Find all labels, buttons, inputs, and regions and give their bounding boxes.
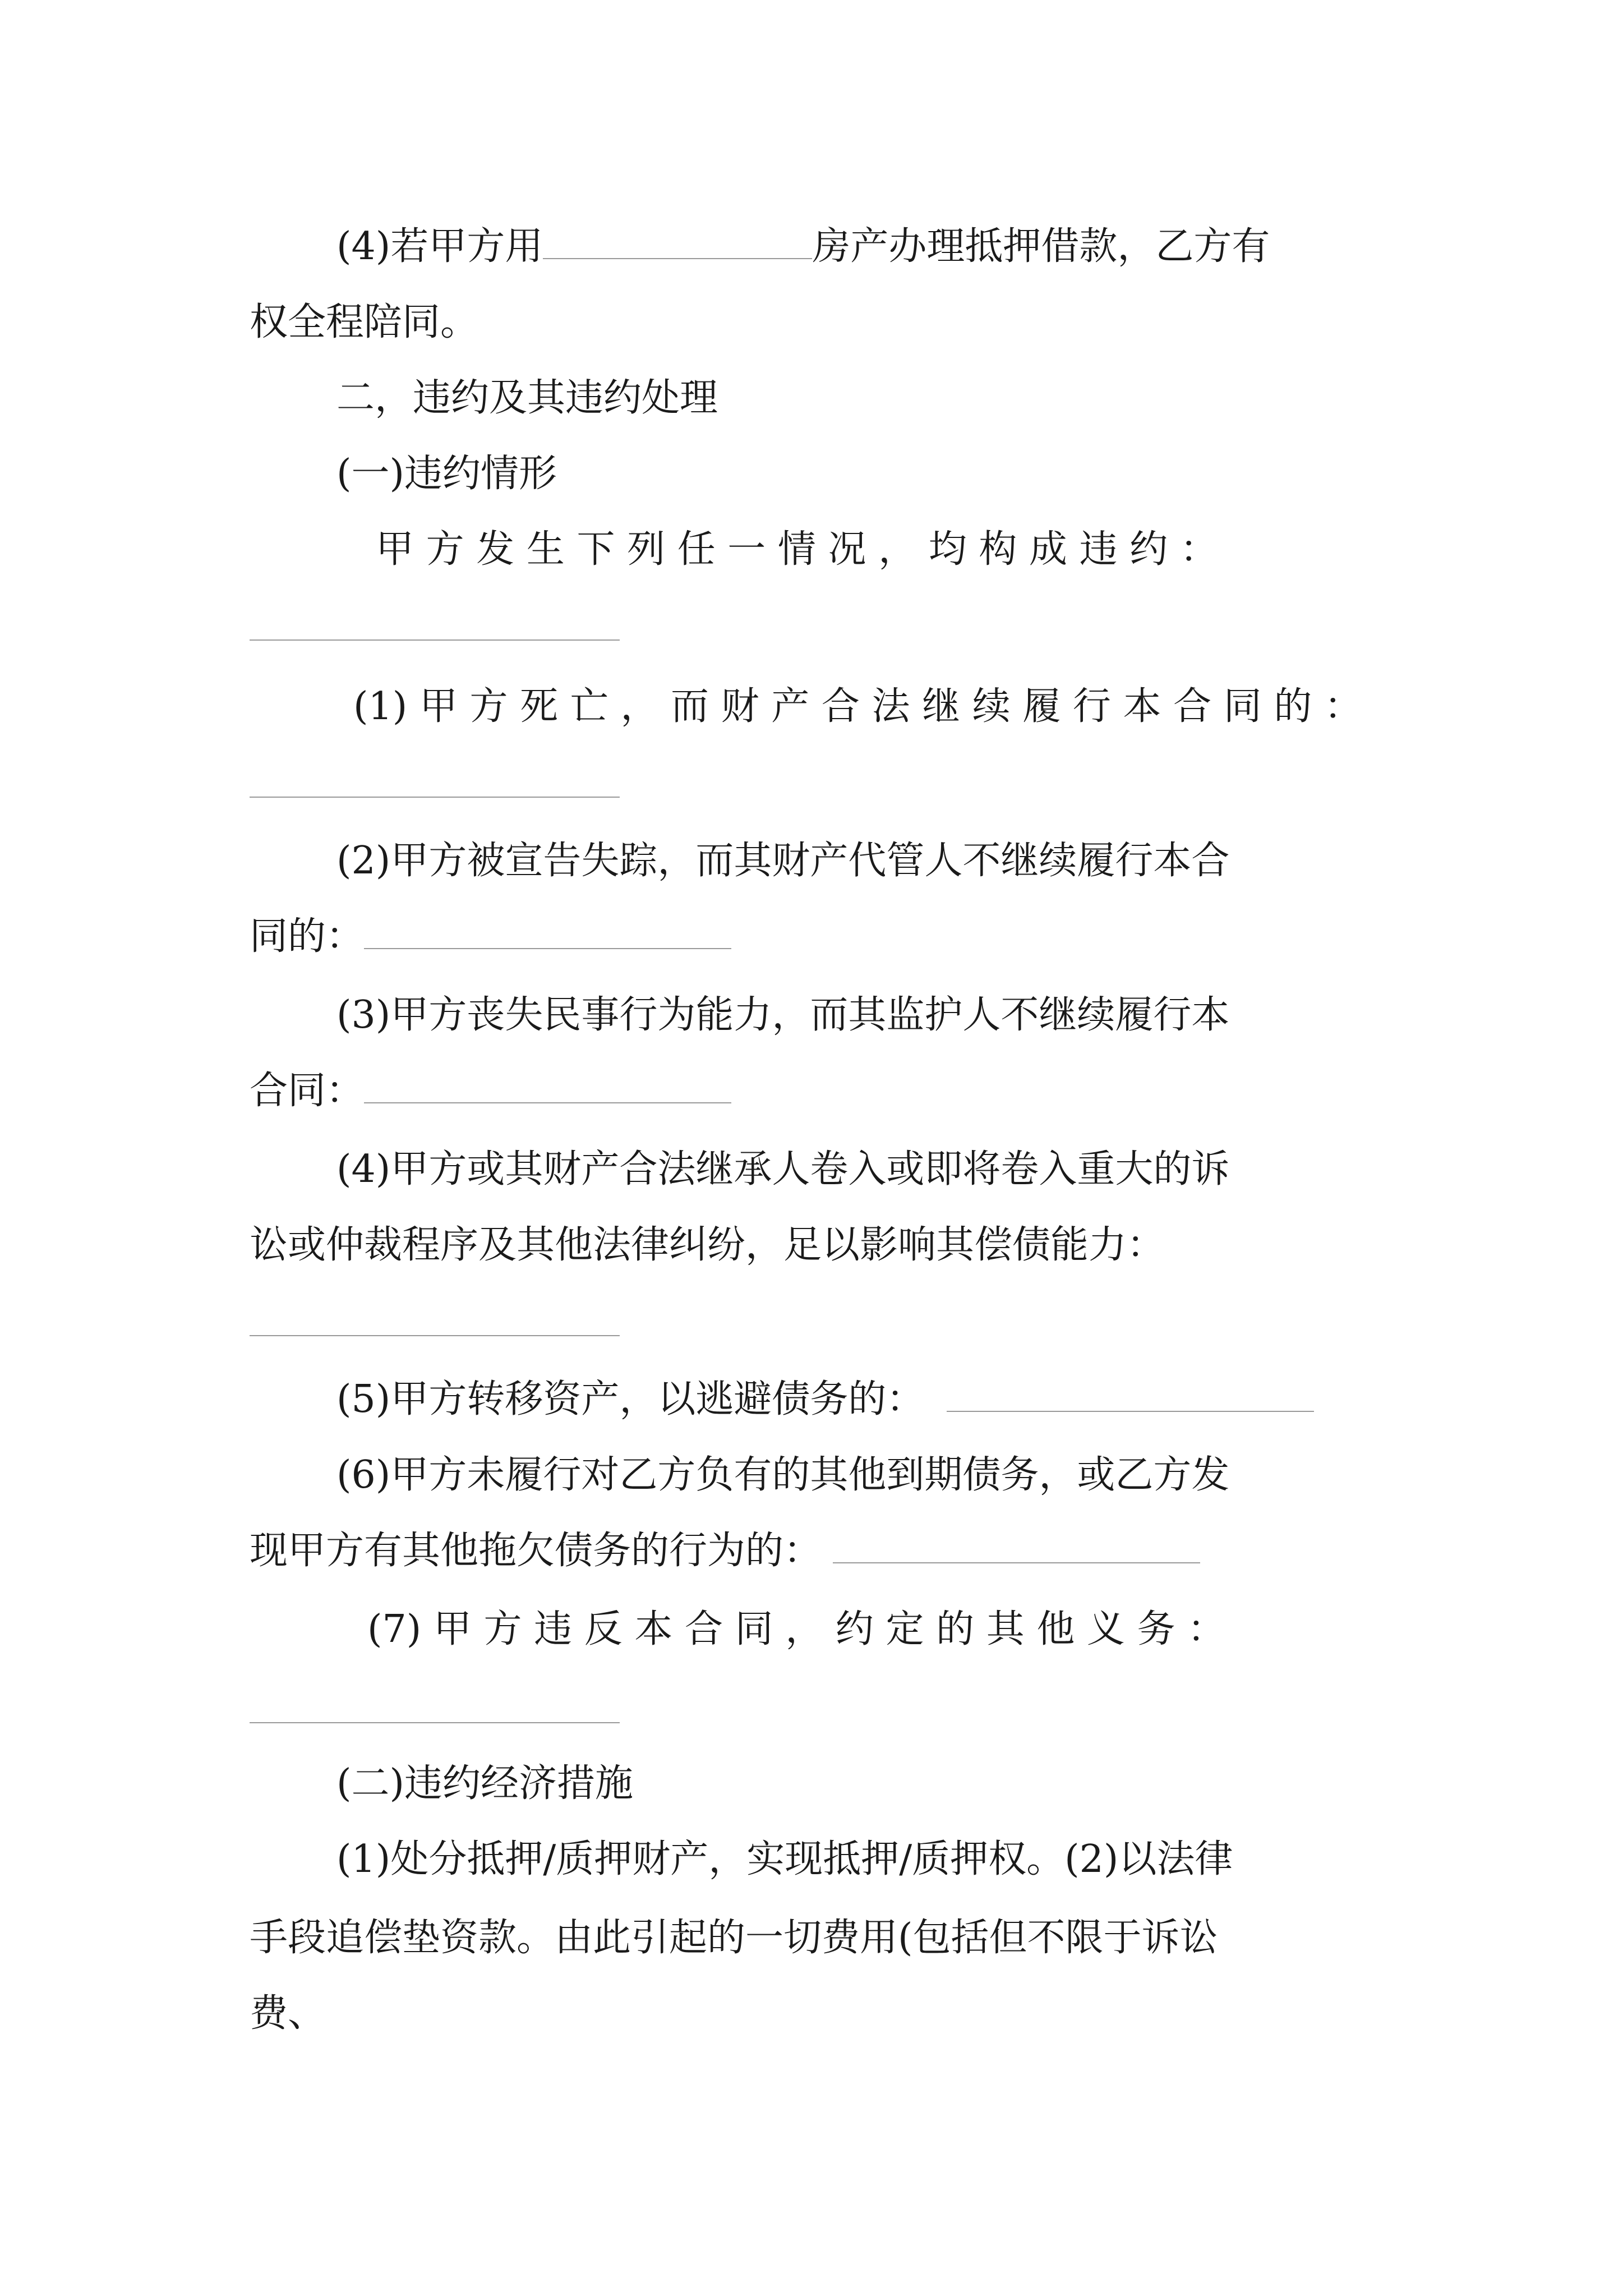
fill-in-blank[interactable] [543,223,812,259]
paragraph-line [336,1450,1475,1501]
text-segment: (2)甲方被宣告失踪，而其财产代管人不继续履行本合 [336,839,1230,883]
fill-in-blank[interactable] [947,1376,1314,1412]
text-segment: 合同： [250,1069,365,1113]
text-segment: 手段追偿垫资款。由此引起的一切费用(包括但不限于诉讼 [250,1916,1218,1960]
fill-in-blank[interactable] [250,1722,620,1723]
paragraph-line [336,1144,1475,1195]
text-segment: (6)甲方未履行对乙方负有的其他到期债务，或乙方发 [336,1453,1230,1497]
text-segment: 现甲方有其他拖欠债务的行为的： [250,1529,822,1573]
text-segment: 房产办理抵押借款，乙方有 [812,224,1270,269]
text-segment: (1) 甲 方 死 亡 ， 而 财 产 合 法 继 续 履 行 本 合 同 的 ： [353,684,1363,729]
text-segment: 同的： [250,914,365,959]
text-segment: (1)处分抵押/质押财产，实现抵押/质押权。(2)以法律 [336,1837,1233,1881]
paragraph-line [336,990,1475,1041]
subsection-heading [336,449,1475,499]
paragraph-line [250,1066,1388,1116]
text-segment: 权全程陪同。 [250,300,479,344]
paragraph-line [250,1913,1388,1963]
fill-in-blank[interactable] [250,797,620,798]
paragraph-line [336,222,1475,272]
paragraph-line [250,1220,1388,1271]
text-segment: 讼或仲裁程序及其他法律纠纷，足以影响其偿债能力： [250,1223,1165,1267]
paragraph-line [250,1989,1388,2039]
text-segment: (4)甲方或其财产合法继承人卷入或即将卷入重大的诉 [336,1147,1230,1191]
paragraph-line [376,524,1514,575]
paragraph-line [336,836,1475,886]
fill-in-blank[interactable] [364,1068,731,1103]
text-segment: (4)若甲方用 [336,224,543,269]
heading-text: 二，违约及其违约处理 [336,376,718,420]
text-segment: 甲 方 发 生 下 列 任 一 情 况 ， 均 构 成 违 约 ： [376,527,1218,572]
text-segment: (5)甲方转移资产，以逃避债务的： [336,1377,925,1421]
paragraph-line [367,1604,1506,1655]
paragraph-line [336,1374,1475,1425]
heading-text: (一)违约情形 [336,452,557,496]
paragraph-line [250,297,1388,348]
paragraph-line [336,1834,1475,1885]
text-segment: (7) 甲 方 违 反 本 合 同 ， 约 定 的 其 他 义 务 ： [367,1607,1226,1651]
subsection-heading [336,1759,1475,1809]
paragraph-line [250,1526,1388,1576]
fill-in-blank[interactable] [250,1335,620,1336]
heading-text: (二)违约经济措施 [336,1761,634,1806]
section-heading [336,373,1475,424]
text-segment: 费、 [250,1991,326,2036]
paragraph-line [250,912,1388,962]
text-segment: (3)甲方丧失民事行为能力，而其监护人不继续履行本 [336,993,1230,1037]
fill-in-blank[interactable] [833,1527,1200,1563]
paragraph-line [353,682,1492,732]
fill-in-blank[interactable] [250,639,620,641]
fill-in-blank[interactable] [364,913,731,949]
